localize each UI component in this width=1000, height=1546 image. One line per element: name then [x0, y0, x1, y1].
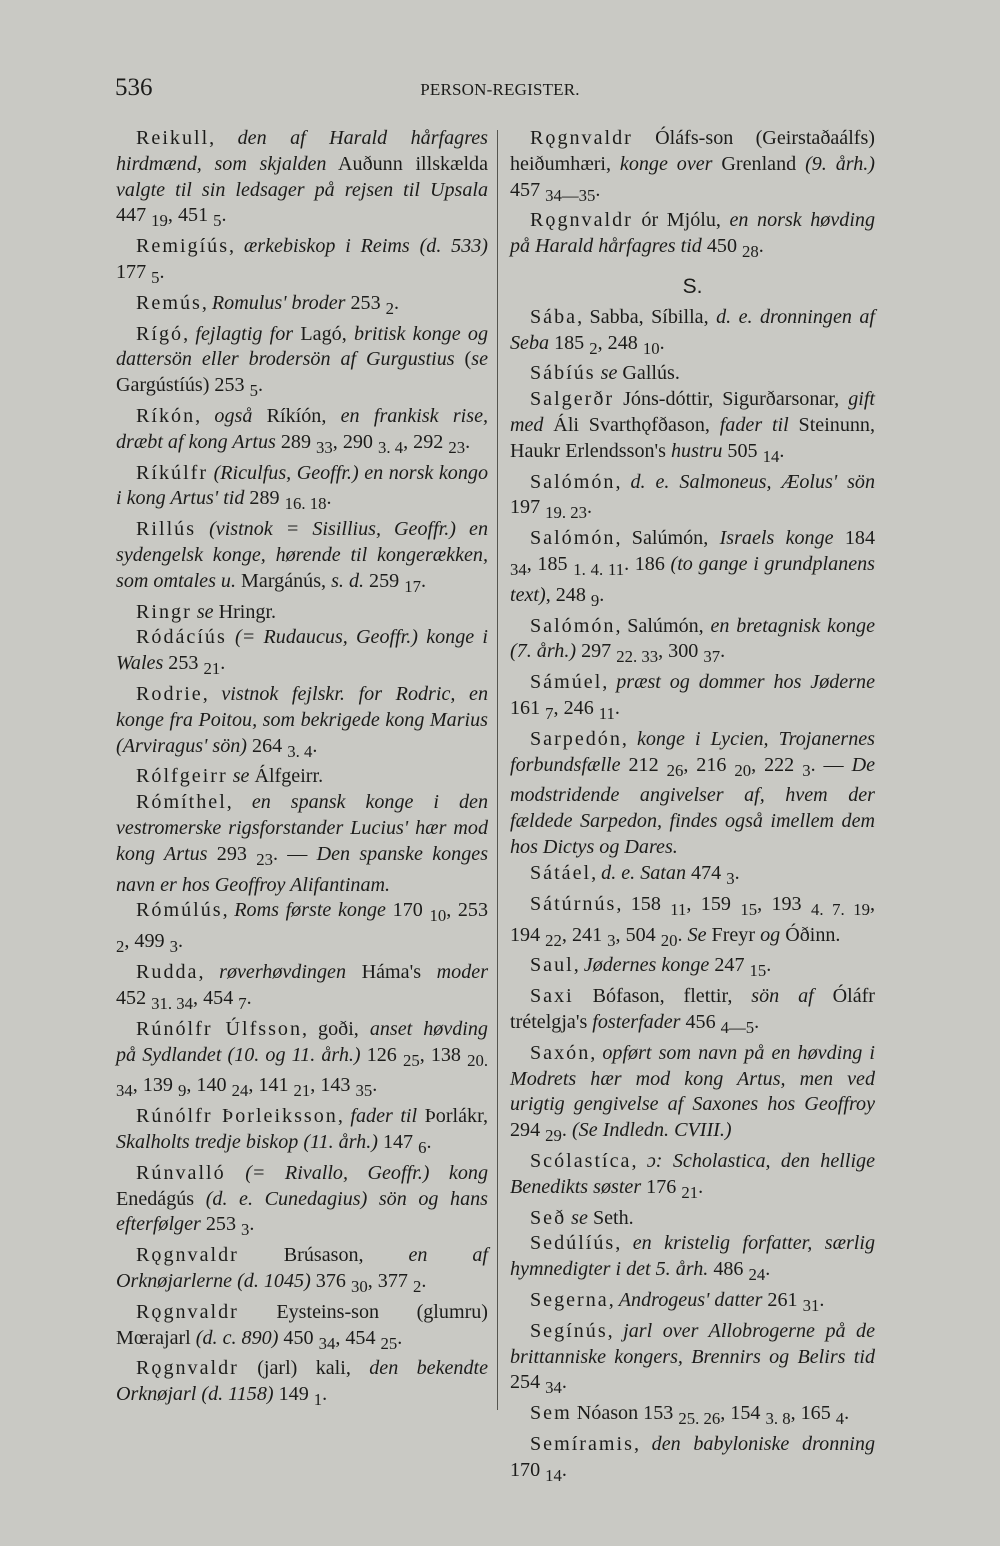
register-entry: Salómón, d. e. Salmoneus, Æolus' sön 197 $_{19. 23}$. — [510, 470, 875, 523]
register-entry: Seð se Seth. — [530, 1206, 634, 1229]
register-entry: Rólfgeirr se Álfgeirr. — [136, 765, 324, 788]
register-entry: Remús, Romulus' broder 253 $_2$. — [136, 291, 400, 318]
register-entry: Saxón, opført som navn på en høvding i Modrets hær mod kong Artus, men ved urigtig gengivelse af Saxones hos Geoffroy 294 $_{29}$. (Se Indledn. CVIII.) — [510, 1041, 875, 1146]
register-entry: Reikull, den af Harald hårfagres hirdmænd, som skjalden Auðunn illskælda valgte til sin ledsager på rejsen til Upsala 447 $_{19}$, 451 $_5$. — [116, 127, 489, 231]
register-entry: Ringr se Hringr. — [136, 600, 277, 623]
register-entry: Semíramis, den babyloniske dronning 170 $_{14}$. — [510, 1432, 875, 1485]
register-entry: Sábíús se Gallús. — [530, 362, 680, 385]
page-header — [0, 74, 1000, 108]
register-entry: Sem Nóason 153 $_{25. 26}$, 154 $_{3. 8}$, 165 $_4$. — [530, 1402, 850, 1429]
register-entry: Ríkón, også Ríkíón, en frankisk rise, dræbt af kong Artus 289 $_{33}$, 290 $_{3. 4}$, 292 $_{23}$. — [116, 405, 489, 457]
register-entry: Sátúrnús, 158 $_{11}$, 159 $_{15}$, 193 $_{4. 7. 19}$, 194 $_{22}$, 241 $_3$, 504 $_{20}$. Se Freyr og Óðinn. — [510, 892, 875, 950]
register-entry: Saul, Jødernes konge 247 $_{15}$. — [530, 954, 772, 981]
register-entry: Sedúlíús, en kristelig forfatter, særlig hymnedigter i det 5. årh. 486 $_{24}$. — [510, 1232, 876, 1285]
register-entry: Rúnólfr Úlfsson, goði, anset høvding på Sydlandet (10. og 11. årh.) 126 $_{25}$, 138 $_{20. 34}$, 139 $_9$, 140 $_{24}$, 141 $_{21}$, 143 $_{35}$. — [116, 1017, 488, 1101]
register-entry: Salgerðr Jóns-dóttir, Sigurðarsonar, gift med Áli Svarthǫfðason, fader til Steinunn, Haukr Erlendsson's hustru 505 $_{14}$. — [510, 388, 875, 466]
register-entry: Salómón, Salúmón, Israels konge 184 $_{34}$, 185 $_{1. 4. 11}$. 186 (to gange i grundplanens text), 248 $_9$. — [510, 527, 875, 610]
page-number: 536 — [115, 74, 153, 101]
register-entry: Rómúlús, Roms første konge 170 $_{10}$, 253 $_2$, 499 $_3$. — [116, 899, 489, 957]
register-entry: Rǫgnvaldr ór Mjólu, en norsk høvding på Harald hårfagres tid 450 $_{28}$. — [510, 209, 875, 262]
register-entry: Rǫgnvaldr Eysteins-son (glumru) Mœrajarl (d. c. 890) 450 $_{34}$, 454 $_{25}$. — [116, 1300, 488, 1353]
register-entry: Ródácíús (= Rudaucus, Geoffr.) konge i Wales 253 $_{21}$. — [116, 626, 488, 679]
register-entry: Scólastíca, ɔ: Scholastica, den hellige Benedikts søster 176 $_{21}$. — [510, 1149, 875, 1202]
section-letter: S. — [682, 275, 703, 299]
right-column — [510, 126, 875, 1489]
register-entry: Segínús, jarl over Allobrogerne på de brittanniske kongers, Brennirs og Belirs tid 254 $_{34}$. — [510, 1319, 876, 1398]
register-entry: Sarpedón, konge i Lycien, Trojanernes forbundsfælle 212 $_{26}$, 216 $_{20}$, 222 $_3$. — De modstridende angivelser af, hvem der fældede Sarpedon, findes også imellem dem hos Dictys og Dares. — [510, 727, 876, 859]
register-entry: Rillús (vistnok = Sisillius, Geoffr.) en sydengelsk konge, hørende til kongerækken, som omtales u. Margánús, s. d. 259 $_{17}$. — [116, 518, 488, 596]
register-entry: Rígó, fejlagtig for Lagó, britisk konge og dattersön eller brodersön af Gurgustius (se Gargústíús) 253 $_5$. — [116, 322, 489, 401]
register-entry: Ríkúlfr (Riculfus, Geoffr.) en norsk kongo i kong Artus' tid 289 $_{16. 18}$. — [116, 461, 488, 514]
register-entry: Rodrie, vistnok fejlskr. for Rodric, en konge fra Poitou, som bekrigede kong Marius (Arviragus' sön) 264 $_{3. 4}$. — [116, 683, 488, 761]
left-column — [116, 126, 488, 1413]
register-entry: Sámúel, præst og dommer hos Jøderne 161 $_7$, 246 $_{11}$. — [510, 671, 876, 724]
register-entry: Rudda, røverhøvdingen Háma's moder 452 $_{31. 34}$, 454 $_7$. — [116, 961, 489, 1013]
register-entry: Sába, Sabba, Síbilla, d. e. dronningen af Seba 185 $_2$, 248 $_{10}$. — [510, 305, 875, 358]
register-entry: Remigíús, ærkebiskop i Reims (d. 533) 177 $_5$. — [116, 235, 489, 288]
register-entry: Rǫgnvaldr Brúsason, en af Orknøjarlerne (d. 1045) 376 $_{30}$, 377 $_2$. — [116, 1244, 488, 1296]
register-entry: Salómón, Salúmón, en bretagnisk konge (7. årh.) 297 $_{22. 33}$, 300 $_{37}$. — [510, 614, 876, 667]
register-entry: Rómíthel, en spansk konge i den vestromerske rigsforstander Lucius' hær mod kong Artus 293 $_{23}$. — Den spanske konges navn er hos Geoffroy Alifantinam. — [116, 791, 489, 896]
register-entry: Sátáel, d. e. Satan 474 $_3$. — [530, 861, 740, 888]
register-entry: Rǫgnvaldr Óláfs-son (Geirstaðaálfs) heiðumhæri, konge over Grenland (9. årh.) 457 $_{34—35}$. — [510, 127, 875, 205]
register-entry: Segerna, Androgeus' datter 261 $_{31}$. — [530, 1288, 825, 1315]
register-entry: Saxi Bófason, flettir, sön af Óláfr trételgja's fosterfader 456 $_{4—5}$. — [510, 985, 875, 1037]
register-entry: Rúnvalló (= Rivallo, Geoffr.) kong Enedágús (d. e. Cunedagius) sön og hans efterfølger 253 $_3$. — [116, 1161, 488, 1240]
running-head: PERSON-REGISTER. — [420, 80, 580, 99]
register-entry: Rǫgnvaldr (jarl) kali, den bekendte Orknøjarl (d. 1158) 149 $_1$. — [116, 1357, 488, 1410]
register-entry: Rúnólfr Þorleiksson, fader til Þorlákr, Skalholts tredje biskop (11. årh.) 147 $_6$. — [116, 1105, 489, 1157]
column-divider — [497, 130, 498, 1410]
